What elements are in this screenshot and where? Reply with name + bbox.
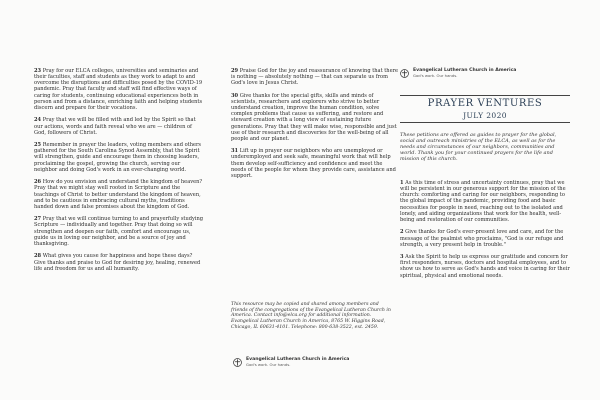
prayer-number: 31 bbox=[231, 148, 239, 155]
prayer-text: Pray for our ELCA colleges, universities and seminaries and their faculties, staff and students as they work to adapt to and overcome the disruptions and difficulties posed by the COVID-19 pandemic. Pray that faculty and staff will find effective ways of caring for students, continuing educational experiences both in person and from a distance, enriching faith and helping students discern and prepare for their vocations. bbox=[34, 68, 203, 111]
prayer-text: As this time of stress and uncertainty continues, pray that we will be persistent in our generous support for the mission of the church: comforting and caring for our neighbors, responding to the global impact of the pandemic, providing food and basic necessities for people in need, reaching out to the isolated and lonely, and aiding organizations that work for the health, well-being and restoration of our communities. bbox=[400, 180, 566, 223]
prayer-item bbox=[231, 93, 399, 142]
prayer-text: Praise God for the joy and reassurance of knowing that there is nothing — absolutely nothing — that can separate us from God's love in Jesus Christ. bbox=[231, 68, 399, 87]
prayer-item bbox=[34, 68, 204, 111]
prayer-number: 26 bbox=[34, 179, 42, 186]
prayer-text: Pray that we will be filled with and led by the Spirit so that our actions, words and faith reveal who we are — children of God, followers of Christ. bbox=[34, 117, 196, 136]
middle-column bbox=[231, 68, 399, 185]
prayer-number: 2 bbox=[400, 229, 404, 236]
prayer-item bbox=[34, 253, 204, 271]
prayer-item bbox=[34, 117, 204, 135]
cross-icon bbox=[400, 69, 409, 78]
intro-paragraph: These petitions are offered as guides to prayer for the global, social and outreach ministries of the ELCA, as well as for the needs and circumstances of our neighbors, communities and world. Thank you for your continued prayers for the life and mission of this church. bbox=[400, 132, 557, 163]
prayer-text: How do you envision and understand the kingdom of heaven? Pray that we might stay well rooted in Scripture and the teachings of Christ to better understand the kingdom of heaven, and to be cautious in embracing cultural myths, traditions handed down and false promises about the kingdom of God. bbox=[34, 179, 203, 210]
prayer-item bbox=[400, 180, 570, 223]
prayer-number: 1 bbox=[400, 180, 404, 186]
elca-logo-bottom bbox=[233, 357, 349, 367]
prayer-number: 29 bbox=[231, 68, 239, 74]
title-rule-top bbox=[400, 95, 570, 96]
prayer-number: 30 bbox=[231, 92, 239, 99]
prayer-text: Give thanks for the special gifts, skills and minds of scientists, researchers and explorers who strive to better understand creation, improve the human condition, solve complex problems that cause us suffering, and restore and steward creation with a long view of sustaining future generations. Pray that they will make wise, responsible and just use of their research and discoveries for the well-being of all people and our planet. bbox=[231, 92, 397, 142]
prayer-item bbox=[34, 216, 204, 247]
prayer-text: What gives you cause for happiness and hope these days? Give thanks and praise to God for desiring joy, healing, renewed life and freedom for us and all humanity. bbox=[34, 253, 201, 272]
prayer-number: 28 bbox=[34, 253, 42, 260]
right-column bbox=[400, 180, 570, 285]
prayer-item bbox=[231, 148, 399, 179]
prayer-number: 27 bbox=[34, 216, 42, 223]
logo-tagline: God's work. Our hands. bbox=[246, 362, 291, 367]
prayer-item bbox=[34, 179, 204, 210]
prayer-text: Ask the Spirit to help us express our gratitude and concern for first responders, nurses, doctors and hospital employees, and to show us how to serve as God's hands and voice in caring for their spiritual, physical and emotional needs. bbox=[400, 254, 570, 279]
elca-logo-top bbox=[400, 68, 516, 78]
prayer-item bbox=[400, 229, 570, 247]
prayer-number: 3 bbox=[400, 254, 404, 261]
page-title: PRAYER VENTURES bbox=[427, 98, 543, 109]
prayer-item bbox=[231, 68, 399, 86]
title-rule-bottom bbox=[400, 122, 570, 123]
prayer-number: 24 bbox=[34, 117, 42, 124]
copyright-notice: This resource may be copied and shared among members and friends of the congregations of the Evangelical Lutheran Church in America. Contact info@elca.org for additional information. Evangelical Lutheran Church in America, 8765 W. Higgins Road, Chicago, IL 60631-4101. Telephone: 800-638-3522, ext. 2459. bbox=[231, 302, 391, 330]
prayer-item bbox=[34, 142, 204, 173]
prayer-item bbox=[400, 254, 570, 279]
prayer-number: 25 bbox=[34, 142, 42, 149]
logo-tagline: God's work. Our hands. bbox=[413, 73, 458, 78]
cross-icon bbox=[233, 358, 242, 367]
prayer-text: Lift up in prayer our neighbors who are unemployed or underemployed and seek safe, meaningful work that will help them develop self-sufficiency and confidence and meet the needs of the people for whom they provide care, assistance and support. bbox=[231, 148, 396, 179]
prayer-text: Pray that we will continue turning to and prayerfully studying Scripture — individually and together. Pray that doing so will strengthen and deepen our faith, comfort and encourage us, guide us in loving our neighbor, and be a source of joy and thanksgiving. bbox=[34, 216, 204, 247]
page-subtitle: JULY 2020 bbox=[463, 111, 507, 120]
prayer-text: Give thanks for God's ever-present love and care, and for the message of the psalmist who proclaims, "God is our refuge and strength, a very present help in trouble." bbox=[400, 229, 564, 248]
logo-name: Evangelical Lutheran Church in America bbox=[246, 357, 350, 362]
left-column bbox=[34, 68, 204, 278]
prayer-text: Remember in prayer the leaders, voting members and others gathered for the South Carolina Synod Assembly, that the Spirit will strengthen, guide and encourage them in choosing leaders, proclaiming the gospel, growing the church, serving our neighbor and doing God's work in an ever-changing world. bbox=[34, 142, 202, 173]
prayer-number: 23 bbox=[34, 68, 42, 74]
logo-name: Evangelical Lutheran Church in America bbox=[413, 68, 517, 73]
